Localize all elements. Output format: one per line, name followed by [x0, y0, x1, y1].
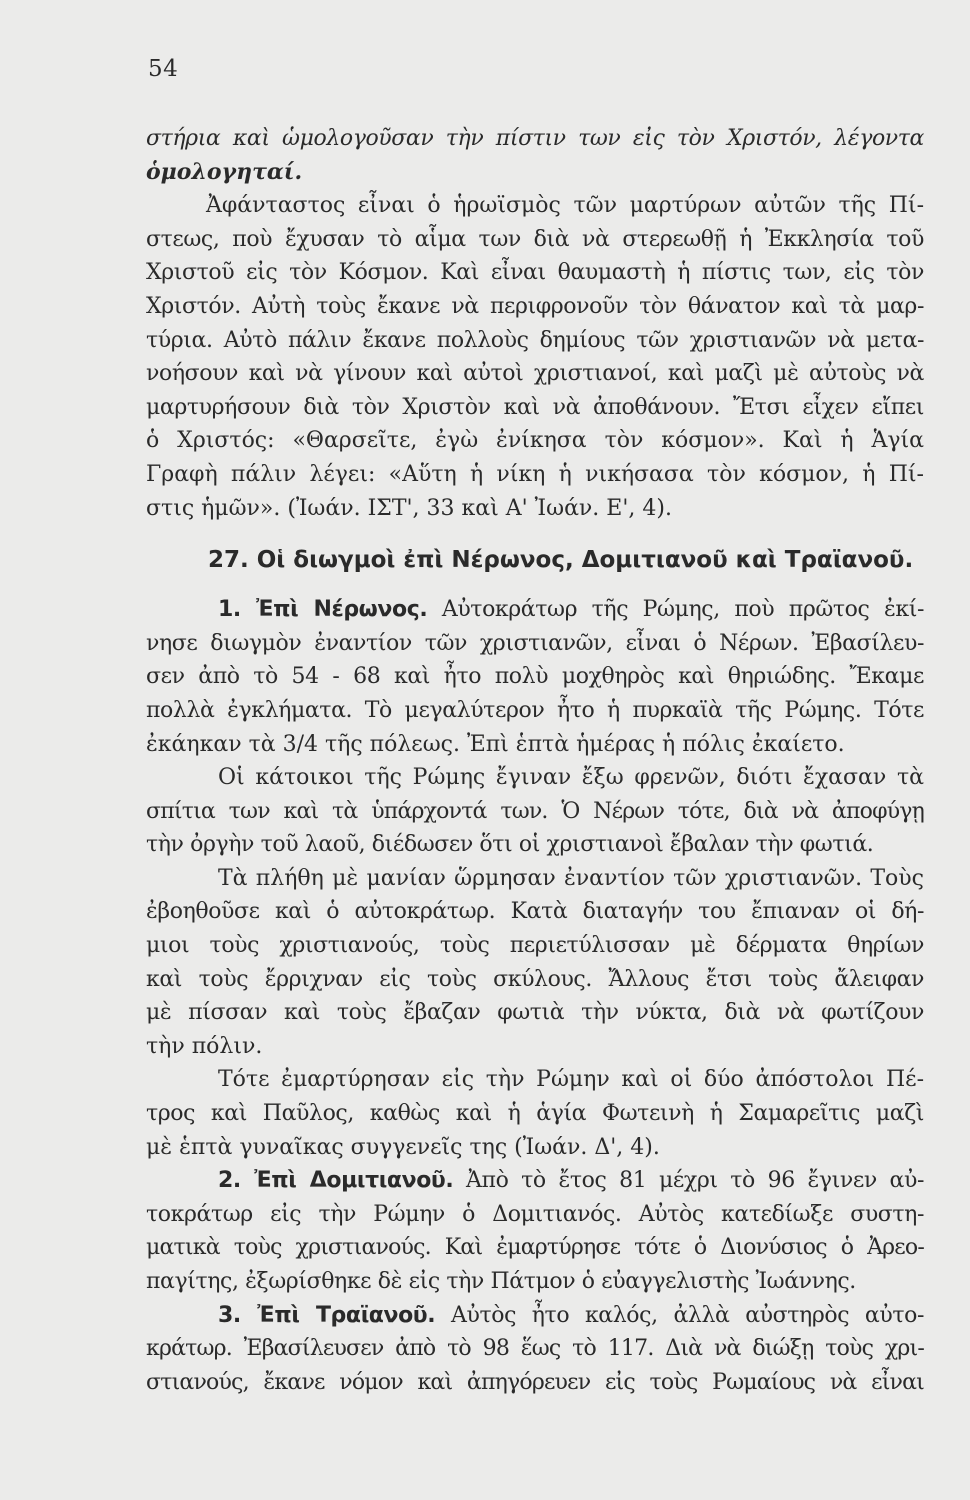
- paragraph-line: Ἀφάνταστος εἶναι ὁ ἡρωϊσμὸς τῶν μαρτύρων αὐτῶν τῆς Πί-: [206, 193, 924, 219]
- paragraph-line: μὲ ἑπτὰ γυναῖκας συγγενεῖς της (Ἰωάν. Δ', 4).: [146, 1134, 660, 1160]
- paragraph-line: Τότε ἐμαρτύρησαν εἰς τὴν Ρώμην καὶ οἱ δύο ἀπόστολοι Πέ-: [218, 1067, 924, 1093]
- text-body: [146, 122, 924, 1399]
- paragraph-line: Χριστοῦ εἰς τὸν Κόσμον. Καὶ εἶναι θαυμαστὴ ἡ πίστις των, εἰς τὸν: [146, 260, 924, 286]
- paragraph-line: Οἱ κάτοικοι τῆς Ρώμης ἔγιναν ἔξω φρενῶν, διότι ἔχασαν τὰ: [218, 765, 924, 791]
- subsection-text: Αὐτὸς ἦτο καλός, ἀλλὰ αὐστηρὸς αὐτο-: [435, 1302, 924, 1328]
- paragraph-line: μὲ πίσσαν καὶ τοὺς ἔβαζαν φωτιὰ τὴν νύκτα, διὰ νὰ φωτίζουν: [146, 1000, 924, 1026]
- paragraph-line: νησε διωγμὸν ἐναντίον τῶν χριστιανῶν, εἶναι ὁ Νέρων. Ἐβασίλευ-: [146, 630, 924, 656]
- paragraph-line: τὴν πόλιν.: [146, 1033, 263, 1059]
- paragraph-line: μαρτυρήσουν διὰ τὸν Χριστὸν καὶ νὰ ἀποθάνουν. Ἔτσι εἶχεν εἴπει: [146, 394, 924, 420]
- paragraph-line: τρος καὶ Παῦλος, καθὼς καὶ ἡ ἁγία Φωτεινὴ ἡ Σαμαρεῖτις μαζὶ: [146, 1101, 924, 1127]
- paragraph-line: στις ἡμῶν». (Ἰωάν. ΙΣΤ', 33 καὶ Α' Ἰωάν. Ε', 4).: [146, 495, 672, 521]
- section-heading: 27. Οἱ διωγμοὶ ἐπὶ Νέρωνος, Δομιτιανοῦ καὶ Τραϊανοῦ.: [208, 547, 914, 574]
- paragraph-line: [146, 1299, 924, 1333]
- paragraph-line: ἐκάηκαν τὰ 3/4 τῆς πόλεως. Ἐπὶ ἑπτὰ ἡμέρας ἡ πόλις ἐκαίετο.: [146, 731, 845, 757]
- paragraph-line: Γραφὴ πάλιν λέγει: «Αὕτη ἡ νίκη ἡ νικήσασα τὸν κόσμον, ἡ Πί-: [146, 461, 924, 487]
- paragraph-line: τὴν ὀργὴν τοῦ λαοῦ, διέδωσεν ὅτι οἱ χριστιανοὶ ἔβαλαν τὴν φωτιά.: [146, 832, 874, 858]
- paragraph-line: στιανούς, ἔκανε νόμον καὶ ἀπηγόρευεν εἰς τοὺς Ρωμαίους νὰ εἶναι: [146, 1369, 924, 1395]
- paragraph-line: καὶ τοὺς ἔρριχναν εἰς τοὺς σκύλους. Ἄλλους ἔτσι τοὺς ἄλειφαν: [146, 966, 924, 992]
- paragraph-line: Τὰ πλήθη μὲ μανίαν ὥρμησαν ἐναντίον τῶν χριστιανῶν. Τοὺς: [218, 865, 924, 891]
- paragraph-line: ἐβοηθοῦσε καὶ ὁ αὐτοκράτωρ. Κατὰ διαταγήν του ἔπιαναν οἱ δή-: [146, 899, 924, 925]
- page-number: 54: [148, 56, 179, 82]
- paragraph-line: κράτωρ. Ἐβασίλευσεν ἀπὸ τὸ 98 ἕως τὸ 117. Διὰ νὰ διώξῃ τοὺς χρι-: [146, 1336, 924, 1362]
- paragraph-line: νοήσουν καὶ νὰ γίνουν καὶ αὐτοὶ χριστιανοί, καὶ μαζὶ μὲ αὐτοὺς νὰ: [146, 361, 924, 387]
- paragraph-line: πολλὰ ἐγκλήματα. Τὸ μεγαλύτερον ἦτο ἡ πυρκαϊὰ τῆς Ρώμης. Τότε: [146, 697, 924, 723]
- paragraph-line: τύρια. Αὐτὸ πάλιν ἔκανε πολλοὺς δημίους τῶν χριστιανῶν νὰ μετα-: [146, 327, 924, 353]
- paragraph-line: παγίτης, ἐξωρίσθηκε δὲ εἰς τὴν Πάτμον ὁ εὐαγγελιστὴς Ἰωάννης.: [146, 1269, 856, 1294]
- paragraph-line: [146, 1164, 924, 1198]
- subsection-text: Ἀπὸ τὸ ἔτος 81 μέχρι τὸ 96 ἔγινεν αὐ-: [453, 1168, 924, 1194]
- subsection-label-nero: 1. Ἐπὶ Νέρωνος.: [218, 597, 428, 623]
- paragraph-line: σεν ἀπὸ τὸ 54 - 68 καὶ ἦτο πολὺ μοχθηρὸς καὶ θηριώδης. Ἔκαμε: [146, 664, 924, 690]
- paragraph-line: μιοι τοὺς χριστιανούς, τοὺς περιετύλισσαν μὲ δέρματα θηρίων: [146, 933, 924, 959]
- paragraph-line: Χριστόν. Αὐτὴ τοὺς ἔκανε νὰ περιφρονοῦν τὸν θάνατον καὶ τὰ μαρ-: [146, 293, 924, 319]
- intro-line: ὁμολογηταί.: [146, 158, 303, 185]
- paragraph-line: στεως, ποὺ ἔχυσαν τὸ αἷμα των διὰ νὰ στερεωθῇ ἡ Ἐκκλησία τοῦ: [146, 226, 924, 252]
- paragraph-line: ματικὰ τοὺς χριστιανούς. Καὶ ἐμαρτύρησε τότε ὁ Διονύσιος ὁ Ἀρεο-: [146, 1235, 924, 1261]
- paragraph-line: σπίτια των καὶ τὰ ὑπάρχοντά των. Ὁ Νέρων τότε, διὰ νὰ ἀποφύγῃ: [146, 798, 924, 824]
- subsection-text: Αὐτοκράτωρ τῆς Ρώμης, ποὺ πρῶτος ἐκί-: [427, 597, 924, 623]
- paragraph-line: [146, 593, 924, 627]
- intro-line: στήρια καὶ ὡμολογοῦσαν τὴν πίστιν των εἰς τὸν Χριστόν, λέγοντα: [146, 126, 924, 151]
- subsection-label-domitian: 2. Ἐπὶ Δομιτιανοῦ.: [218, 1168, 454, 1194]
- subsection-label-trajan: 3. Ἐπὶ Τραϊανοῦ.: [218, 1302, 436, 1328]
- paragraph-line: τοκράτωρ εἰς τὴν Ρώμην ὁ Δομιτιανός. Αὐτὸς κατεδίωξε συστη-: [146, 1201, 924, 1227]
- paragraph-line: ὁ Χριστός: «Θαρσεῖτε, ἐγὼ ἐνίκησα τὸν κόσμον». Καὶ ἡ Ἁγία: [146, 428, 924, 454]
